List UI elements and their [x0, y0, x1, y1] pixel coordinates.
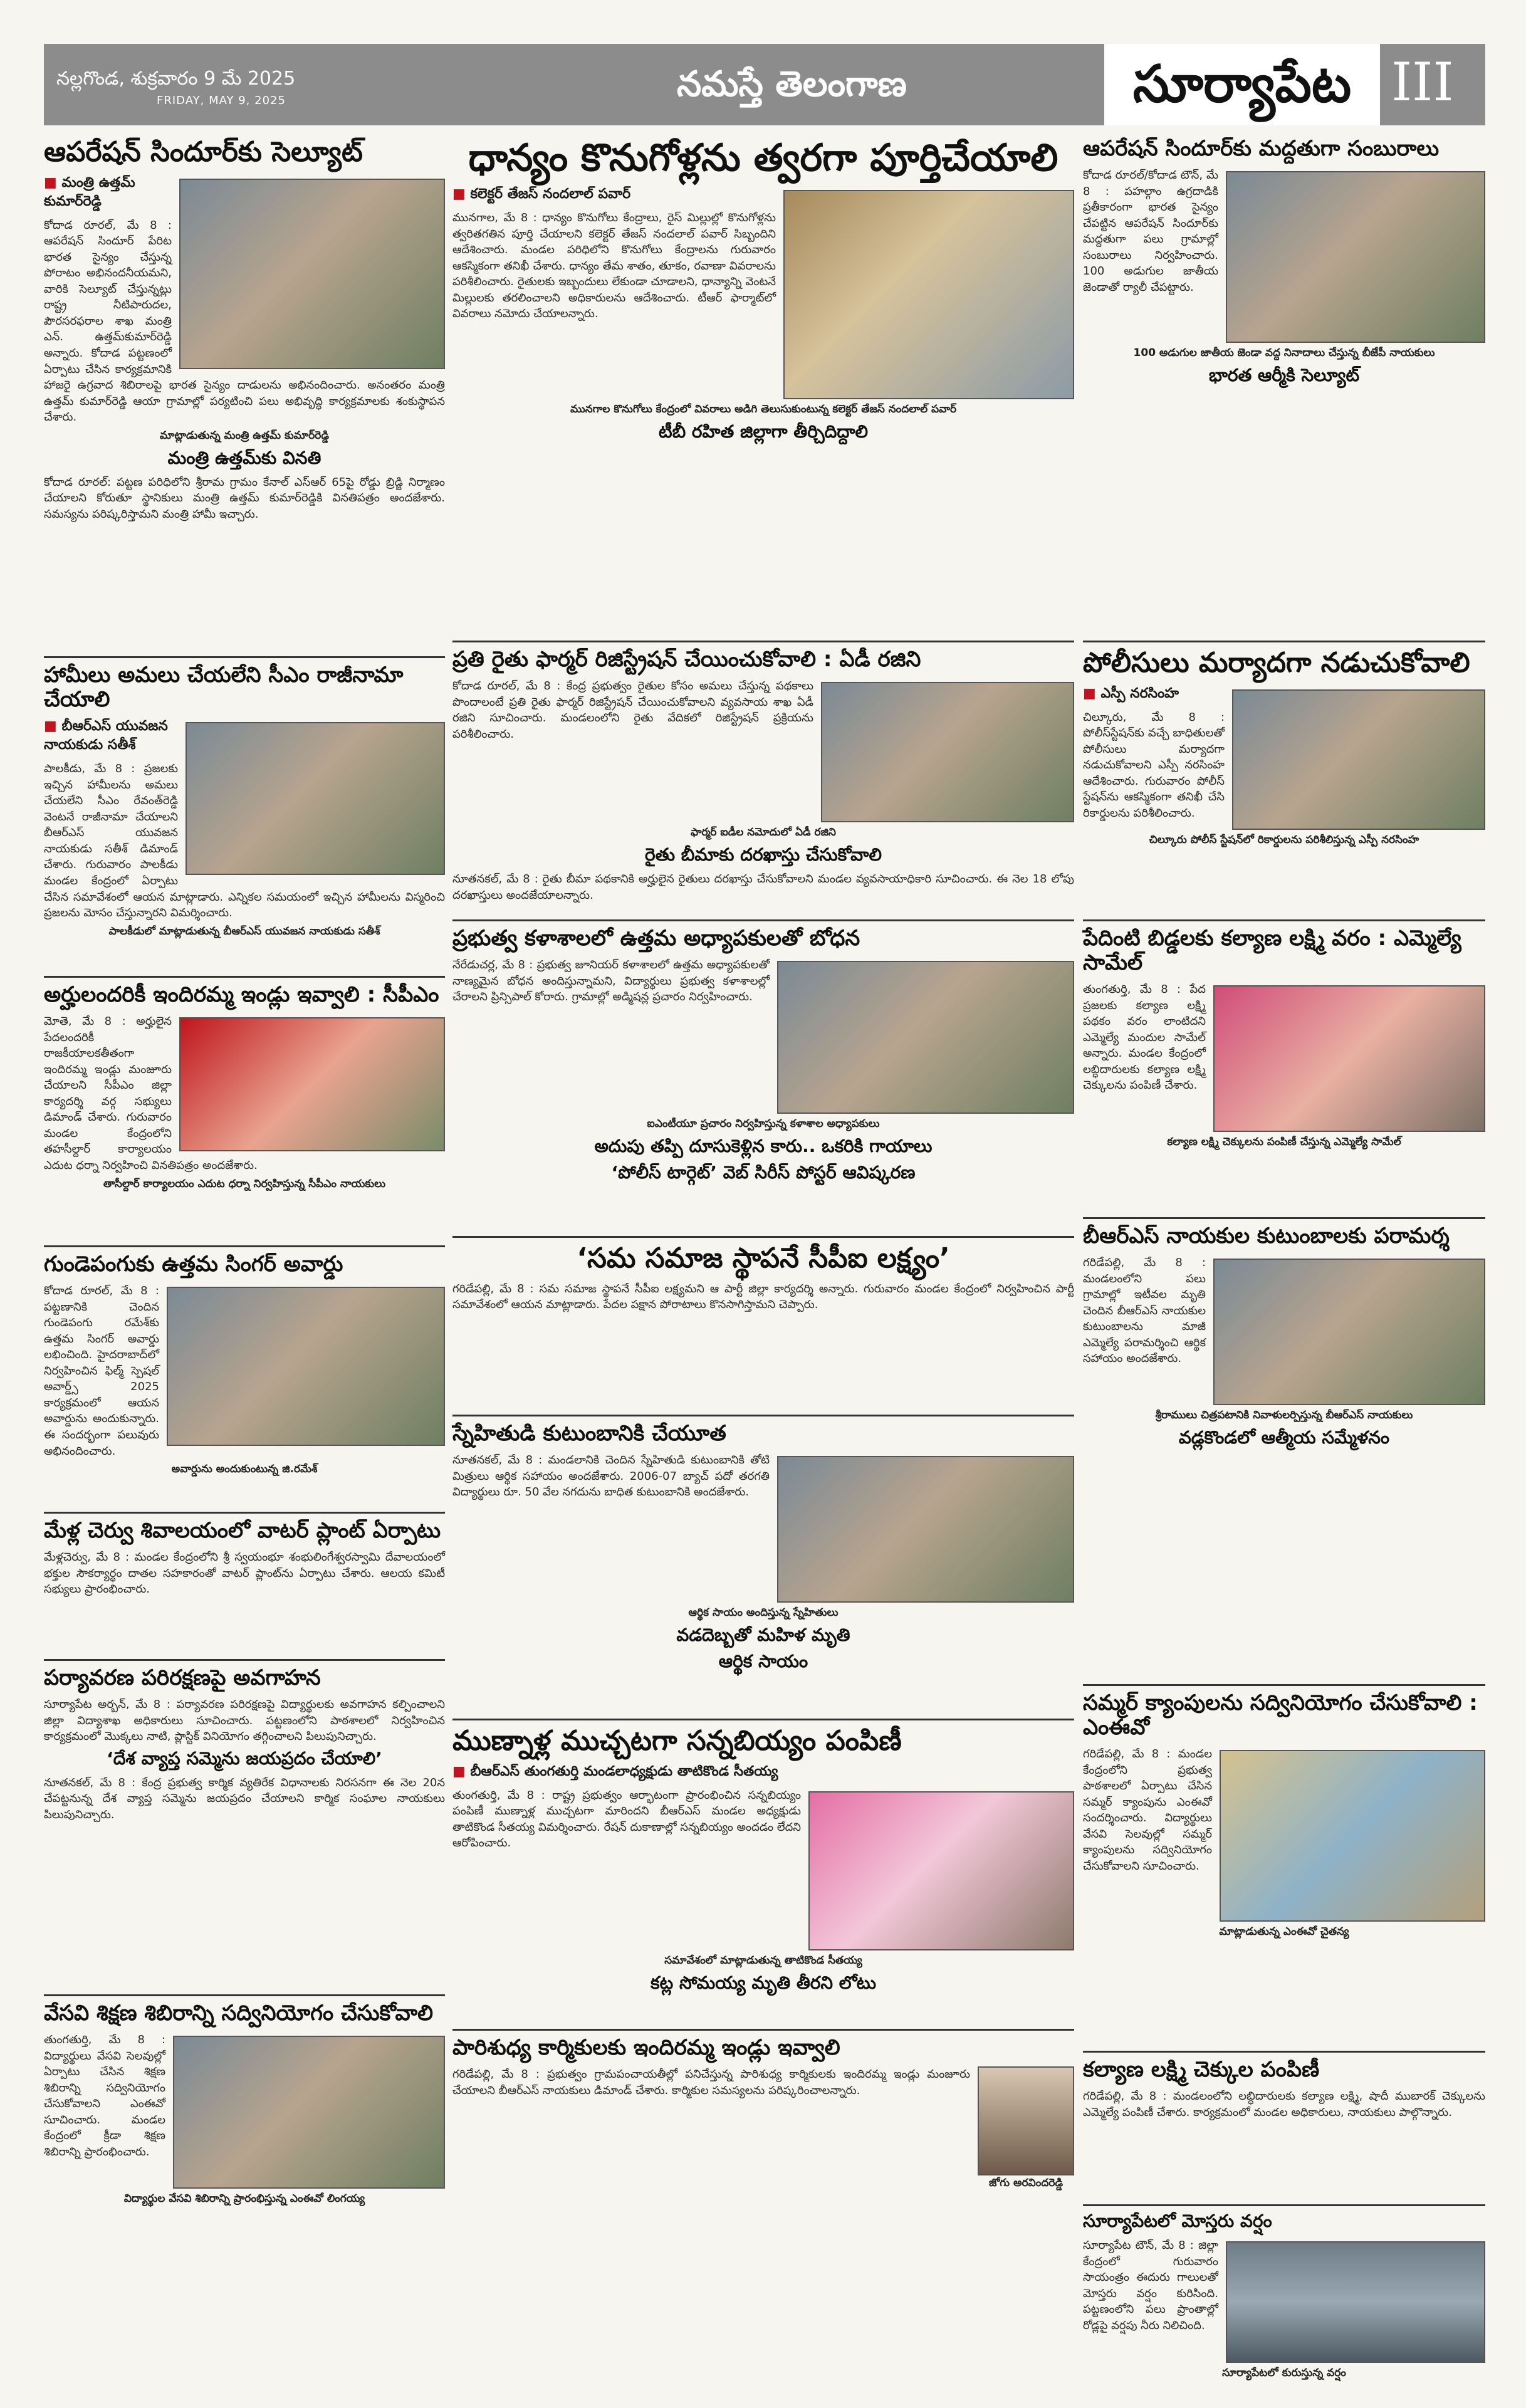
story-body: నూతనకల్, మే 8 : మండలానికి చెందిన స్నేహితుడి కుటుంబానికి తోటి మిత్రులు ఆర్థిక సహాయం అందజేశారు. 2006-07 బ్యాచ్ పదో తరగతి విద్యార్థులు రూ. 50 వేల నగదును బాధిత కుటుంబానికి అందజేశారు.: [452, 1453, 770, 1499]
story-body: కోదాడ రూరల్/కోదాడ టౌన్, మే 8 : పహల్గాం ఉగ్రదాడికి ప్రతీకారంగా భారత సైన్యం చేపట్టిన ఆపరేషన్ సిందూర్‌కు మద్దతుగా పలు గ్రామాల్లో సంబురాలు నిర్వహించారు. 100 అడుగుల జాతీయ జెండాతో ర్యాలీ చేపట్టారు.: [1083, 169, 1218, 294]
story-photo: [1226, 171, 1485, 343]
photo-caption: పాలకీడులో మాట్లాడుతున్న బీఆర్ఎస్ యువజన నాయకుడు సతీశ్: [108, 924, 380, 938]
story-summer-camps-meo: [1083, 1686, 1485, 2053]
headline: పోలీసులు మర్యాదగా నడుచుకోవాలి: [1083, 647, 1470, 679]
story-body: గరిడేపల్లి, మే 8 : మండలంలోని పలు గ్రామాల్లో ఇటీవల మృతి చెందిన బీఆర్ఎస్ నాయకుల కుటుంబాలను మాజీ ఎమ్మెల్యే పరామర్శించి ఆర్థిక సహాయం అందజేశారు.: [1083, 1256, 1206, 1366]
story-body: సూర్యాపేట అర్బన్, మే 8 : పర్యావరణ పరిరక్షణపై విద్యార్థులకు అవగాహన కల్పించాలని జిల్లా విద్యాశాఖ అధికారులు సూచించారు. పట్టణంలోని పాఠశాలలో నిర్వహించిన కార్యక్రమంలో మొక్కలు నాటి, ప్లాస్టిక్ వినియోగం తగ్గించాలని పిలుపునిచ్చారు.: [44, 1698, 445, 1744]
byline: ■ మంత్రి ఉత్తమ్ కుమార్‌రెడ్డి: [44, 175, 445, 212]
story-kalyana-lakshmi-mla: [1083, 921, 1485, 1219]
story-body: గరిడేపల్లి, మే 8 : ప్రభుత్వం గ్రామపంచాయతీల్లో పనిచేస్తున్న పారిశుధ్య కార్మికులకు ఇందిరమ్మ ఇండ్లు మంజూరు చేయాలని బీఆర్ఎస్ నాయకులు డిమాండ్ చేశారు. కార్మికుల సమస్యలను పరిష్కరించాలన్నారు.: [452, 2068, 970, 2097]
story-body: నూతనకల్, మే 8 : రైతు బీమా పథకానికి అర్హులైన రైతులు దరఖాస్తు చేసుకోవాలని మండల వ్యవసాయాధికారి సూచించారు. ఈ నెల 18 లోపు దరఖాస్తులు అందజేయాలన్నారు.: [452, 872, 1074, 902]
headline: మేళ్ల చెర్వు శివాలయంలో వాటర్ ప్లాంట్ ఏర్పాటు: [44, 1518, 441, 1543]
photo-caption: మాట్లాడుతున్న ఎంఈవో చైతన్య: [1219, 1925, 1349, 1939]
headline: అర్హులందరికీ ఇందిరమ్మ ఇండ్లు ఇవ్వాలి : సీపీఎం: [44, 982, 439, 1007]
story-singer-award: [44, 1247, 445, 1514]
story-body: కోదాడ రూరల్, మే 8 : ఆపరేషన్ సిందూర్ పేరిట భారత సైన్యం చేస్తున్న పోరాటం అభినందనీయమని, వారికి సెల్యూట్ చేస్తున్నట్లు రాష్ట్ర నీటిపారుదల, పౌరసరఫరాల శాఖ మంత్రి ఎన్. ఉత్తమ్‌కుమార్‌రెడ్డి అన్నారు. కోదాడ పట్టణంలో ఏర్పాటు చేసిన కార్యక్రమానికి హాజరై ఉగ్రవాద శిబిరాలపై భారత సైన్యం దాడులను అభినందించారు. అనంతరం మంత్రి ఉత్తమ్ కుమార్‌రెడ్డి ఆయా గ్రామాల్లో పర్యటించి పలు అభివృద్ధి కార్యక్రమాలకు శంకుస్థాపన చేశారు.: [44, 218, 445, 424]
portrait-block: [978, 2066, 1074, 2196]
byline: ■ ఎస్పీ నరసింహ: [1083, 686, 1485, 704]
photo-caption: జోగు అరవిందరెడ్డి: [988, 2177, 1063, 2190]
story-farmer-registration: [452, 642, 1074, 921]
story-body: తుంగతుర్తి, మే 8 : రాష్ట్ర ప్రభుత్వం ఆర్భాటంగా ప్రారంభించిన సన్నబియ్యం పంపిణీ ముణ్నాళ్ల ముచ్చటగా మారిందని బీఆర్ఎస్ మండల అధ్యక్షుడు తాటికొండ సీతయ్య విమర్శించారు. రేషన్ దుకాణాల్లో సన్నబియ్యం అందడం లేదని ఆరోపించారు.: [452, 1788, 801, 1850]
headline: ఆపరేషన్ సిందూర్‌కు మద్దతుగా సంబురాలు: [1083, 136, 1440, 161]
subheadline: ‘దేశ వ్యాప్త సమ్మెను జయప్రదం చేయాలి’: [107, 1747, 382, 1769]
byline: ■ బీఆర్ఎస్ తుంగతుర్తి మండలాధ్యక్షుడు తాటికొండ సీతయ్య: [452, 1764, 1074, 1782]
story-cpi-goal: [452, 1238, 1074, 1416]
story-police-conduct: [1083, 642, 1485, 921]
headline: హామీలు అమలు చేయలేని సీఎం రాజీనామా చేయాలి: [44, 662, 404, 713]
photo-caption: సమావేశంలో మాట్లాడుతున్న తాటికొండ సీతయ్య: [664, 1954, 862, 1967]
center-column: [452, 132, 1074, 2306]
story-body: పాలకీడు, మే 8 : ప్రజలకు ఇచ్చిన హామీలను అమలు చేయలేని సీఎం రేవంత్‌రెడ్డి వెంటనే రాజీనామా చేయాలని బీఆర్ఎస్ యువజన నాయకుడు సతీశ్ డిమాండ్ చేశారు. గురువారం పాలకీడు మండల కేంద్రంలో ఏర్పాటు చేసిన సమావేశంలో ఆయన మాట్లాడారు. ఎన్నికల సమయంలో ఇచ్చిన హామీలను విస్మరించి ప్రజలను మోసం చేస్తున్నారని విమర్శించారు.: [44, 762, 445, 920]
edition-name: సూర్యాపేట: [1104, 44, 1380, 125]
story-indiramma-houses-cpm: [44, 978, 445, 1247]
headline: వేసవి శిక్షణ శిబిరాన్ని సద్వినియోగం చేసుకోవాలి: [44, 2001, 433, 2026]
photo-caption: ఫార్మర్ ఐడీల నమోదులో ఏడీ రజిని: [691, 826, 836, 839]
photo-caption: 100 అడుగుల జాతీయ జెండా వద్ద నినాదాలు చేస్తున్న బీజేపీ నాయకులు: [1133, 347, 1435, 360]
story-brs-condolence: [1083, 1219, 1485, 1686]
issue-date-english: FRIDAY, MAY 9, 2025: [157, 94, 286, 107]
subheadline: అదుపు తప్పి దూసుకెళ్లిన కారు.. ఒకరికి గాయాలు: [594, 1136, 933, 1157]
story-body: కోదాడ రూరల్, మే 8 : కేంద్ర ప్రభుత్వం రైతుల కోసం అమలు చేస్తున్న పథకాలు పొందాలంటే ప్రతి రైతు ఫార్మర్ రిజిస్ట్రేషన్ చేయించుకోవాలని వ్యవసాయ శాఖ ఏడీ రజిని సూచించారు. మండలంలోని రైతు వేదికలో రిజిస్ట్రేషన్ ప్రక్రియను పరిశీలించారు.: [452, 679, 813, 741]
newspaper-name: నమస్తే తెలంగాణ: [677, 64, 907, 105]
story-cm-resign: [44, 658, 445, 978]
headline: పారిశుధ్య కార్మికులకు ఇందిరమ్మ ఇండ్లు ఇవ్వాలి: [452, 2035, 840, 2060]
story-photo: [173, 2036, 445, 2189]
subheadline: వడ్లకొండలో ఆత్మీయ సమ్మేళనం: [1178, 1427, 1390, 1448]
headline: ముణ్నాళ్ల ముచ్చటగా సన్నబియ్యం పంపిణీ: [452, 1725, 902, 1757]
photo-caption: శ్రీరాములు చిత్రపటానికి నివాళులర్పిస్తున్న బీఆర్ఎస్ నాయకులు: [1155, 1409, 1413, 1422]
story-environment-awareness: [44, 1661, 445, 1996]
story-govt-college: [452, 921, 1074, 1238]
story-moderate-rain: [1083, 2206, 1485, 2408]
story-body: గరిడేపల్లి, మే 8 : సమ సమాజ స్థాపనే సీపీఐ లక్ష్యమని ఆ పార్టీ జిల్లా కార్యదర్శి అన్నారు. గురువారం మండల కేంద్రంలో నిర్వహించిన పార్టీ సమావేశంలో ఆయన మాట్లాడారు. పేదల పక్షాన పోరాటాలు కొనసాగిస్తామని చెప్పారు.: [452, 1282, 1074, 1312]
subheadline: రైతు బీమాకు దరఖాస్తు చేసుకోవాలి: [644, 844, 882, 866]
story-sanitation-workers: [452, 2031, 1074, 2233]
byline: ■ కలెక్టర్ తేజస్ నందలాల్ పవార్: [452, 186, 1074, 205]
masthead: [44, 44, 1485, 125]
story-photo: [777, 961, 1074, 1114]
story-photo: [179, 1017, 445, 1151]
story-photo: [783, 190, 1074, 399]
story-friend-family-help: [452, 1416, 1074, 1720]
headline: గుండెపంగుకు ఉత్తమ సింగర్ అవార్డు: [44, 1252, 343, 1277]
story-body: మేళ్లచెర్వు, మే 8 : మండల కేంద్రంలోని శ్రీ స్వయంభూ శంభులింగేశ్వరస్వామి దేవాలయంలో భక్తుల సౌకర్యార్థం దాతల సహకారంతో వాటర్ ప్లాంట్‌ను ఏర్పాటు చేశారు. ఆలయ కమిటీ సభ్యులు ప్రారంభించారు.: [44, 1551, 445, 1596]
issue-date: నల్లగొండ, శుక్రవారం 9 మే 2025: [56, 68, 296, 90]
story-grain-purchase: [452, 132, 1074, 642]
photo-caption: ఐఎంటీయూ ప్రచారం నిర్వహిస్తున్న కళాశాల అధ్యాపకులు: [647, 1118, 880, 1131]
photo-caption: అవార్డును అందుకుంటున్న జి.రమేశ్: [171, 1463, 318, 1476]
headline: కల్యాణ లక్ష్మి చెక్కుల పంపిణీ: [1083, 2057, 1320, 2082]
headline: ప్రభుత్వ కళాశాలలో ఉత్తమ అధ్యాపకులతో బోధన: [452, 926, 860, 951]
story-body: తుంగతుర్తి, మే 8 : పేద ప్రజలకు కల్యాణ లక్ష్మి పథకం వరం లాంటిదని ఎమ్మెల్యే మందుల సామేల్ అన్నారు. మండల కేంద్రంలో లబ్ధిదారులకు కల్యాణ లక్ష్మి చెక్కులను పంపిణీ చేశారు.: [1083, 983, 1206, 1092]
story-body: గరిడేపల్లి, మే 8 : మండల కేంద్రంలోని ప్రభుత్వ పాఠశాలలో ఏర్పాటు చేసిన సమ్మర్ క్యాంపును ఎంఈవో సందర్శించారు. విద్యార్థులు వేసవి సెలవుల్లో సమ్మర్ క్యాంపులను సద్వినియోగం చేసుకోవాలని సూచించారు.: [1083, 1747, 1212, 1873]
story-body: తుంగతుర్తి, మే 8 : విద్యార్థులు వేసవి సెలవుల్లో ఏర్పాటు చేసిన శిక్షణ శిబిరాన్ని సద్వినియోగం చేసుకోవాలని ఎంఈవో సూచించారు. మండల కేంద్రంలో క్రీడా శిక్షణ శిబిరాన్ని ప్రారంభించారు.: [44, 2033, 165, 2159]
headline: ప్రతి రైతు ఫార్మర్ రిజిస్ట్రేషన్ చేయించుకోవాలి : ఏడీ రజిని: [452, 647, 921, 672]
story-body: నూతనకల్, మే 8 : కేంద్ర ప్రభుత్వ కార్మిక వ్యతిరేక విధానాలకు నిరసనగా ఈ నెల 20న చేపట్టనున్న దేశ వ్యాప్త సమ్మెను జయప్రదం చేయాలని కార్మిక సంఘాల నాయకులు పిలుపునిచ్చారు.: [44, 1776, 445, 1822]
portrait-photo: [978, 2066, 1074, 2175]
story-photo: [1226, 2241, 1485, 2363]
right-column: [1083, 132, 1485, 2380]
headline: ఆపరేషన్ సిందూర్‌కు సెల్యూట్: [44, 136, 363, 168]
story-sindoor-celebrations: [1083, 132, 1485, 642]
photo-caption: సూర్యాపేటలో కురుస్తున్న వర్షం: [1222, 2367, 1346, 2380]
page-number: III: [1391, 51, 1454, 113]
story-water-plant: [44, 1514, 445, 1661]
subheadline: వడదెబ్బతో మహిళ మృతి: [676, 1625, 850, 1646]
photo-caption: మునగాల కొనుగోలు కేంద్రంలో వివరాలు అడిగి తెలుసుకుంటున్న కలెక్టర్ తేజస్ నందలాల్ పవార్: [570, 403, 957, 416]
subheadline: ‘పోలీస్ టార్గెట్’ వెబ్ సిరీస్ పోస్టర్ ఆవిష్కరణ: [611, 1162, 916, 1183]
subheadline: భారత ఆర్మీకి సెల్యూట్: [1208, 365, 1360, 386]
story-photo: [179, 179, 445, 369]
subheadline: మంత్రి ఉత్తమ్‌కు వినతి: [167, 447, 321, 468]
headline: స్నేహితుడి కుటుంబానికి చేయూత: [452, 1421, 726, 1446]
story-operation-sindoor-salute: [44, 132, 445, 658]
story-photo: [821, 682, 1074, 822]
story-photo: [186, 722, 445, 875]
byline: ■ బీఆర్ఎస్ యువజన నాయకుడు సతీశ్: [44, 718, 445, 756]
story-photo: [1213, 985, 1485, 1132]
headline: ‘సమ సమాజ స్థాపనే సీపీఐ లక్ష్యం’: [577, 1242, 950, 1274]
photo-caption: ఆర్థిక సాయం అందిస్తున్న స్నేహితులు: [688, 1606, 839, 1620]
story-photo: [167, 1287, 445, 1446]
headline: సమ్మర్ క్యాంపులను సద్వినియోగం చేసుకోవాలి : ఎంఈవో: [1083, 1690, 1478, 1741]
photo-caption: చిల్కూరు పోలీస్ స్టేషన్‌లో రికార్డులను పరిశీలిస్తున్న ఎస్పీ నరసింహ: [1149, 833, 1419, 846]
headline: సూర్యాపేటలో మోస్తరు వర్షం: [1083, 2211, 1272, 2231]
story-body: కోదాడ రూరల్, మే 8 : పట్టణానికి చెందిన గుండెపంగు రమేశ్‌కు ఉత్తమ సింగర్ అవార్డు లభించింది. హైదరాబాద్‌లో నిర్వహించిన ఫిల్మ్ స్పెషల్ అవార్డ్స్ 2025 కార్యక్రమంలో ఆయన అవార్డును అందుకున్నారు. ఈ సందర్భంగా పలువురు అభినందించారు.: [44, 1284, 159, 1458]
headline: పేదింటి బిడ్డలకు కల్యాణ లక్ష్మి వరం : ఎమ్మెల్యే సామేల్: [1083, 926, 1461, 976]
story-body: మోతె, మే 8 : అర్హులైన పేదలందరికీ రాజకీయాలకతీతంగా ఇందిరమ్మ ఇండ్లు మంజూరు చేయాలని సీపీఎం జిల్లా కార్యదర్శి వర్గ సభ్యులు డిమాండ్ చేశారు. గురువారం మండల కేంద్రంలోని తహసీల్దార్ కార్యాలయం ఎదుట ధర్నా నిర్వహించి వినతిపత్రం అందజేశారు.: [44, 1015, 258, 1173]
story-fine-rice-distribution: [452, 1720, 1074, 2031]
story-photo: [1232, 689, 1485, 830]
subheadline: కట్ల సోమయ్య మృతి తీరని లోటు: [650, 1972, 877, 1993]
headline: బీఆర్ఎస్ నాయకుల కుటుంబాలకు పరామర్శ: [1083, 1223, 1450, 1248]
story-photo: [1220, 1750, 1485, 1922]
photo-caption: కల్యాణ లక్ష్మి చెక్కులను పంపిణీ చేస్తున్న ఎమ్మెల్యే సామేల్: [1167, 1136, 1401, 1149]
story-photo: [808, 1791, 1074, 1950]
story-body: గరిడేపల్లి, మే 8 : మండలంలోని లబ్ధిదారులకు కల్యాణ లక్ష్మి, షాదీ ముబారక్ చెక్కులను ఎమ్మెల్యే పంపిణీ చేశారు. కార్యక్రమంలో మండల అధికారులు, నాయకులు పాల్గొన్నారు.: [1083, 2090, 1485, 2119]
headline: పర్యావరణ పరిరక్షణపై అవగాహన: [44, 1665, 321, 1690]
story-body: నేరేడుచర్ల, మే 8 : ప్రభుత్వ జూనియర్ కళాశాలలో ఉత్తమ అధ్యాపకులతో నాణ్యమైన బోధన అందిస్తున్నామని, విద్యార్థులు ప్రభుత్వ కళాశాలల్లో చేరాలని ప్రిన్సిపాల్ కోరారు. గ్రామాల్లో అడ్మిషన్ల ప్రచారం నిర్వహించారు.: [452, 958, 770, 1004]
story-body: మునగాల, మే 8 : ధాన్యం కొనుగోలు కేంద్రాలు, రైస్ మిల్లుల్లో కొనుగోళ్లను త్వరితగతిన పూర్తి చేయాలని కలెక్టర్ తేజస్ నందలాల్ పవార్ సిబ్బందిని ఆదేశించారు. మండల పరిధిలోని కొనుగోలు కేంద్రాలను గురువారం ఆకస్మికంగా తనిఖీ చేశారు. ధాన్యం తేమ శాతం, తూకం, రవాణా వివరాలను పరిశీలించారు. రైతులకు ఇబ్బందులు లేకుండా చూడాలని, ధాన్యాన్ని వెంటనే మిల్లులకు తరలించాలని అధికారులను ఆదేశించారు. టీఆర్ ఫార్మాట్‌లో వివరాలు నమోదు చేయాలన్నారు.: [452, 211, 776, 321]
subheadline: టీబీ రహిత జిల్లాగా తీర్చిదిద్దాలి: [658, 421, 869, 442]
story-body: చిల్కూరు, మే 8 : పోలీస్‌స్టేషన్‌కు వచ్చే బాధితులతో పోలీసులు మర్యాదగా నడుచుకోవాలని ఎస్పీ నరసింహ ఆదేశించారు. గురువారం పోలీస్ స్టేషన్‌ను ఆకస్మికంగా తనిఖీ చేసి రికార్డులను పరిశీలించారు.: [1083, 710, 1225, 820]
lead-headline: ధాన్యం కొనుగోళ్లను త్వరగా పూర్తిచేయాలి: [468, 136, 1058, 180]
story-body: కోదాడ రూరల్: పట్టణ పరిధిలోని శ్రీరామ గ్రామం కేనాల్ ఎస్‌ఆర్ 65పై రోడ్డు బ్రిడ్జి నిర్మాణం చేయాలని కోరుతూ స్థానికులు మంత్రి ఉత్తమ్ కుమార్‌రెడ్డికి వినతిపత్రం అందజేశారు. సమస్యను పరిష్కరిస్తామని మంత్రి హామీ ఇచ్చారు.: [44, 475, 445, 521]
subheadline: ఆర్థిక సాయం: [718, 1651, 808, 1672]
story-body: సూర్యాపేట టౌన్, మే 8 : జిల్లా కేంద్రంలో గురువారం సాయంత్రం ఈదురు గాలులతో మోస్తరు వర్షం కురిసింది. పట్టణంలోని పలు ప్రాంతాల్లో రోడ్లపై వర్షపు నీరు నిలిచింది.: [1083, 2239, 1218, 2332]
story-summer-camp: [44, 1996, 445, 2323]
story-photo: [1213, 1259, 1485, 1405]
photo-caption: మాట్లాడుతున్న మంత్రి ఉత్తమ్ కుమార్‌రెడ్డి: [160, 429, 329, 442]
story-kalyana-lakshmi-cheques: [1083, 2053, 1485, 2206]
story-photo: [777, 1456, 1074, 1603]
left-column: [44, 132, 445, 2306]
photo-caption: విద్యార్థుల వేసవి శిబిరాన్ని ప్రారంభిస్తున్న ఎంఈవో లింగయ్య: [123, 2192, 365, 2206]
photo-caption: తాసీల్దార్ కార్యాలయం ఎదుట ధర్నా నిర్వహిస్తున్న సీపీఎం నాయకులు: [103, 1177, 386, 1190]
